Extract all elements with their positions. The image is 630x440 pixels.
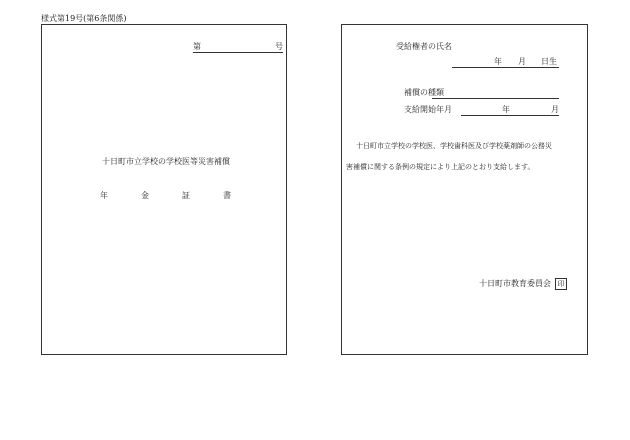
number-suffix: 号 <box>275 42 283 51</box>
form-number-label: 様式第19号(第6条関係) <box>41 14 127 23</box>
certificate-number-line <box>193 52 283 53</box>
payment-start-line <box>461 115 559 116</box>
seal-mark: 印 <box>555 278 567 290</box>
title-char-sho: 証 <box>182 191 190 200</box>
recipient-name-label: 受給権者の氏名 <box>396 42 452 51</box>
birth-month-label: 月 <box>518 57 526 66</box>
certificate-title-spaced <box>100 190 231 201</box>
birth-day-label: 日生 <box>541 57 557 66</box>
issuer-name: 十日町市教育委員会 <box>479 279 551 288</box>
certificate-detail-panel <box>341 24 588 355</box>
certificate-title: 十日町市立学校の学校医等災害補償 <box>102 157 230 166</box>
compensation-type-line <box>432 98 559 99</box>
birth-year-label: 年 <box>494 57 502 66</box>
title-char-sho2: 書 <box>223 191 231 200</box>
body-text-line2: 害補償に関する条例の規定により上記のとおり支給します。 <box>346 163 535 171</box>
payment-month-label: 月 <box>551 105 559 114</box>
body-text-line1: 十日町市立学校の学校医、学校歯科医及び学校薬剤師の公務災 <box>356 142 552 150</box>
title-char-kin: 金 <box>141 191 149 200</box>
number-prefix: 第 <box>193 42 201 51</box>
title-char-nen: 年 <box>100 191 108 200</box>
recipient-birthdate-line <box>452 67 559 68</box>
payment-start-label: 支給開始年月 <box>404 105 452 114</box>
payment-year-label: 年 <box>502 105 510 114</box>
compensation-type-label: 補償の種類 <box>404 88 444 97</box>
